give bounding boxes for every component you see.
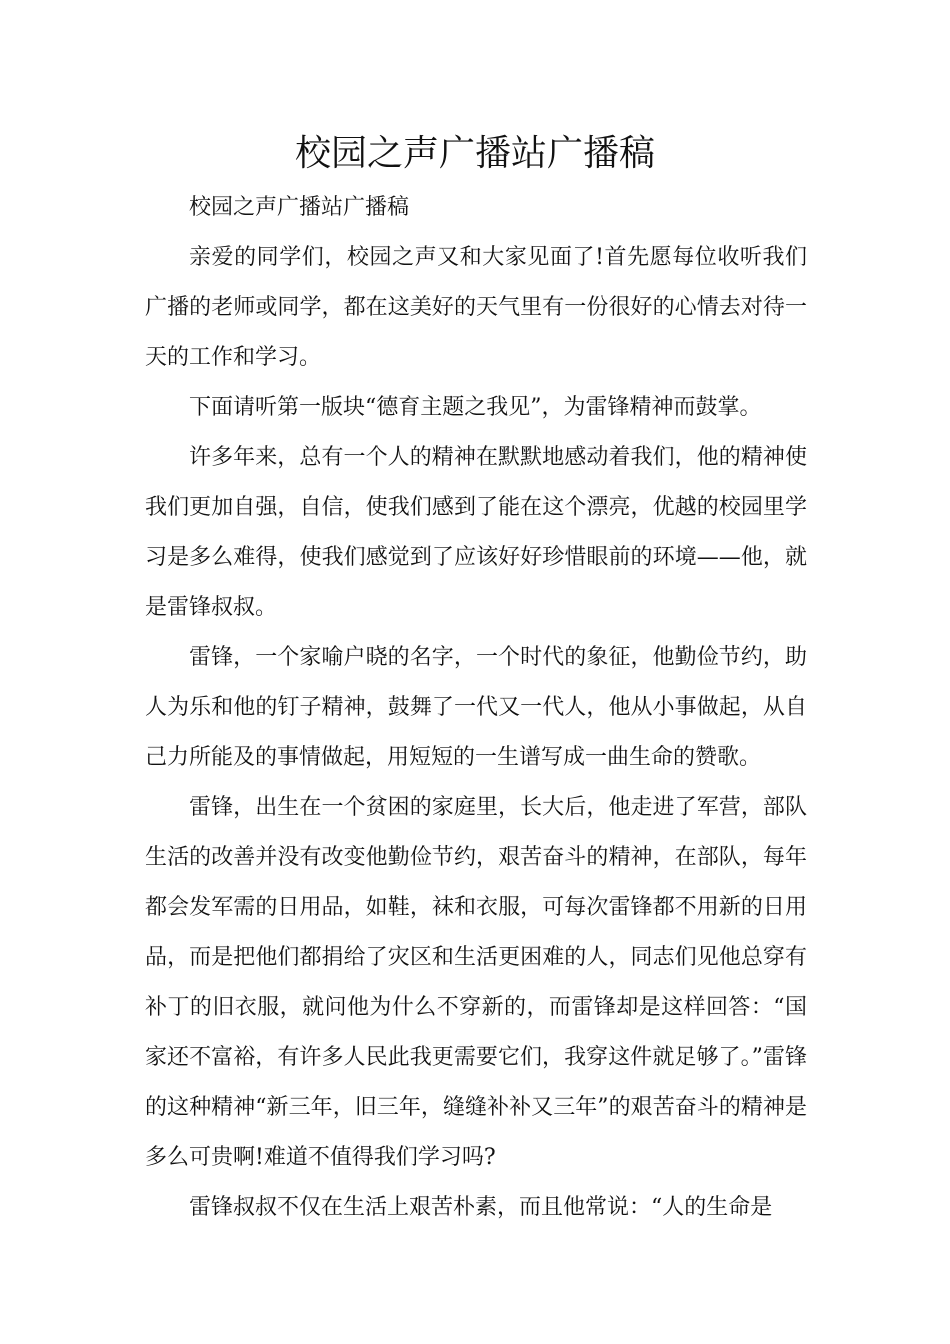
- paragraph-greeting: 亲爱的同学们，校园之声又和大家见面了!首先愿每位收听我们广播的老师或同学，都在这美好的天气里有一份很好的心情去对待一天的工作和学习。: [145, 245, 807, 370]
- paragraph-leifeng-story: 雷锋，出生在一个贫困的家庭里，长大后，他走进了军营，部队生活的改善并没有改变他勤俭节约，艰苦奋斗的精神，在部队，每年都会发军需的日用品，如鞋，袜和衣服，可每次雷锋都不用新的日用品，而是把他们都捐给了灾区和生活更困难的人，同志们见他总穿有补丁的旧衣服，就问他为什么不穿新的，而雷锋却是这样回答：“国家还不富裕，有许多人民此我更需要它们，我穿这件就足够了。”雷锋的这种精神“新三年，旧三年，缝缝补补又三年”的艰苦奋斗的精神是多么可贵啊!难道不值得我们学习吗?: [145, 795, 807, 1170]
- paragraph-subtitle: 校园之声广播站广播稿: [189, 195, 410, 220]
- paragraph-leifeng-symbol: 雷锋，一个家喻户晓的名字，一个时代的象征，他勤俭节约，助人为乐和他的钉子精神，鼓舞了一代又一代人，他从小事做起，从自己力所能及的事情做起，用短短的一生谱写成一曲生命的赞歌。: [145, 645, 807, 770]
- document-body: [145, 183, 807, 1233]
- document-title: 校园之声广播站广播稿: [294, 133, 655, 174]
- paragraph-leifeng-intro: 许多年来，总有一个人的精神在默默地感动着我们，他的精神使我们更加自强，自信，使我们感到了能在这个漂亮，优越的校园里学习是多么难得，使我们感觉到了应该好好珍惜眼前的环境——他，就是雷锋叔叔。: [145, 445, 807, 620]
- paragraph-section-intro: 下面请听第一版块“德育主题之我见”，为雷锋精神而鼓掌。: [189, 395, 762, 420]
- paragraph-leifeng-quote: 雷锋叔叔不仅在生活上艰苦朴素，而且他常说：“人的生命是: [189, 1195, 773, 1220]
